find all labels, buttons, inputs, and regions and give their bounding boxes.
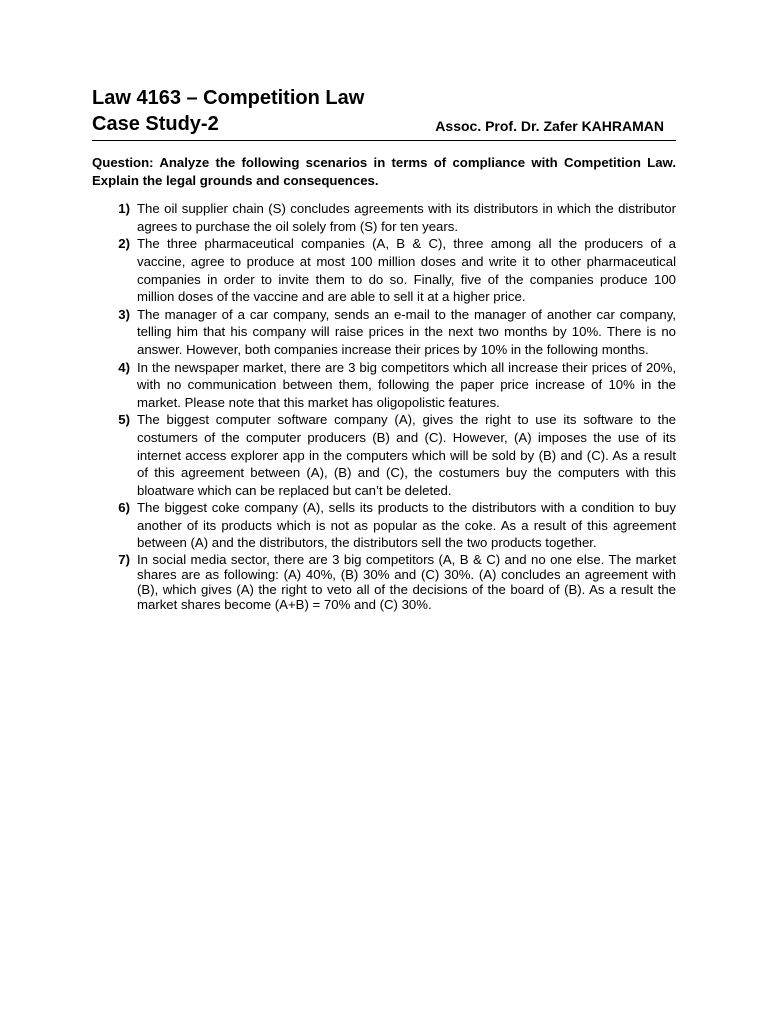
scenario-text: In the newspaper market, there are 3 big competitors which all increase their prices of 20%, with no communication between them, following the paper price increase of 10% in the market. Please note that this market has oligopolistic features. xyxy=(137,359,676,410)
scenario-item xyxy=(92,306,676,359)
scenario-number: 7) xyxy=(118,552,130,568)
scenario-number: 6) xyxy=(118,500,130,516)
scenario-item xyxy=(92,499,676,552)
scenario-number: 5) xyxy=(118,412,130,428)
scenario-text: The biggest computer software company (A), gives the right to use its software to the costumers of the computer producers (B) and (C). However, (A) imposes the use of its internet access explorer app in the computers which will be sold by (B) and (C). As a result of this agreement between (A), (B) and (C), the costumers buy the computers with this bloatware which can be replaced but can’t be deleted. xyxy=(137,412,676,498)
scenario-item xyxy=(92,411,676,499)
course-title: Law 4163 – Competition Law xyxy=(92,87,365,109)
scenario-text: The biggest coke company (A), sells its products to the distributors with a condition to buy another of its products which is not as popular as the coke. As a result of this agreement between (A) and the distributors, the distributors sell the two products together. xyxy=(137,500,676,551)
scenario-number: 2) xyxy=(118,236,130,252)
case-study-title: Case Study-2 xyxy=(92,113,219,135)
scenario-item xyxy=(92,235,676,305)
scenario-text: The three pharmaceutical companies (A, B & C), three among all the producers of a vaccine, agree to produce at most 100 million doses and write it to other pharmaceutical companies in order to invite them to do so. Finally, five of the companies produce 100 million doses of the vaccine and are able to sell it at a higher price. xyxy=(137,236,676,305)
scenario-item xyxy=(92,200,676,235)
scenario-number: 4) xyxy=(118,359,130,375)
scenario-number: 3) xyxy=(118,306,130,322)
scenario-item xyxy=(92,552,676,612)
document-page xyxy=(92,86,676,612)
scenario-text: In social media sector, there are 3 big competitors (A, B & C) and no one else. The market shares are as following: (A) 40%, (B) 30% and (C) 30%. (A) concludes an agreement with (B), which gives (A) the right to veto all of the decisions of the board of (B). As a result the market shares become (A+B) = 70% and (C) 30%. xyxy=(137,552,676,613)
scenario-text: The manager of a car company, sends an e-mail to the manager of another car company, telling him that his company will raise prices in the next two months by 10%. There is no answer. However, both companies increase their prices by 10% in the following months. xyxy=(137,306,676,357)
question-text: Question: Analyze the following scenarios in terms of compliance with Competition Law. Explain the legal grounds and consequences. xyxy=(92,155,676,188)
title-row xyxy=(92,110,676,141)
scenario-text: The oil supplier chain (S) concludes agreements with its distributors in which the distributor agrees to purchase the oil solely from (S) for ten years. xyxy=(137,201,676,234)
scenario-item xyxy=(92,359,676,412)
scenario-list xyxy=(92,200,676,612)
scenario-number: 1) xyxy=(118,201,130,217)
author-name: Assoc. Prof. Dr. Zafer KAHRAMAN xyxy=(435,118,664,134)
